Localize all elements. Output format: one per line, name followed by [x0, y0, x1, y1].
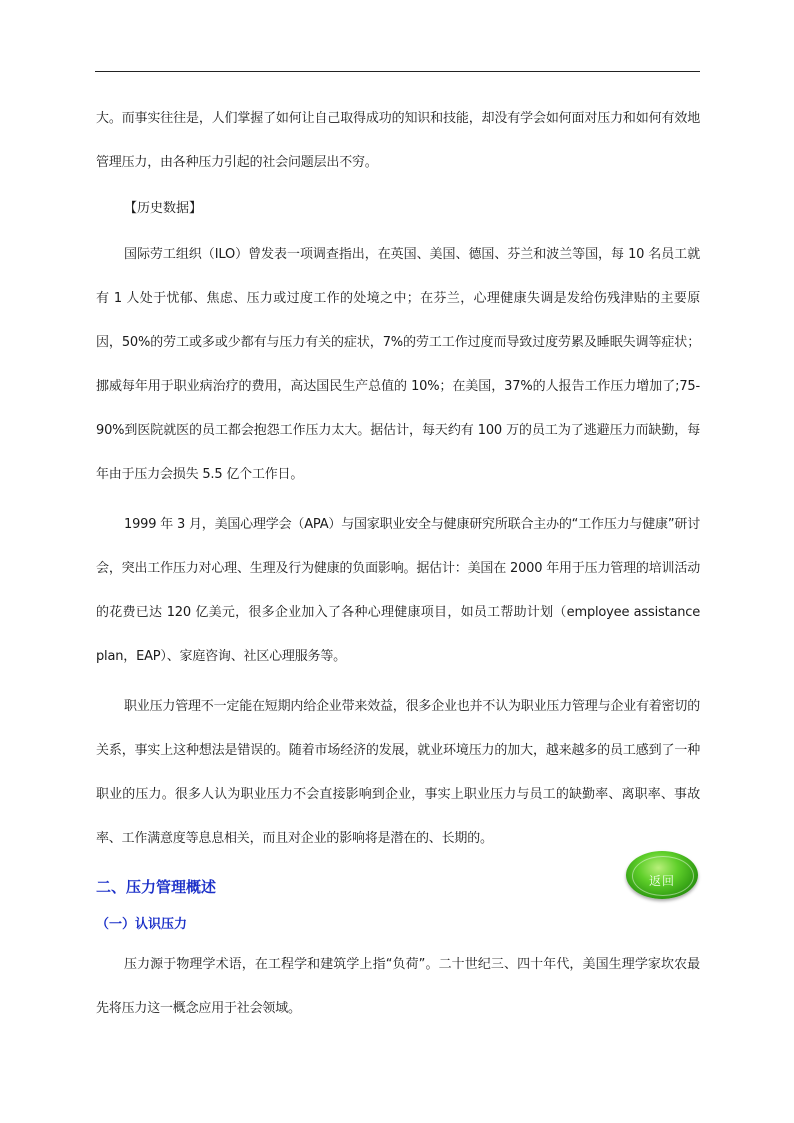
history-data-label: 【历史数据】 — [124, 201, 203, 216]
document-body — [96, 97, 700, 1031]
header-rule — [95, 71, 700, 72]
return-button[interactable] — [626, 851, 698, 899]
subsection-heading: （一）认识压力 — [96, 917, 188, 932]
section-heading: 二、压力管理概述 — [96, 878, 217, 896]
return-button-label: 返回 — [648, 873, 675, 888]
paragraph-apa-conference: 1999 年 3 月，美国心理学会（APA）与国家职业安全与健康研究所联合主办的“工作压力与健康”研讨会，突出工作压力对心理、生理及行为健康的负面影响。据估计：美国在 2000 年用于压力管理的培训活动的花费已达 120 亿美元，很多企业加入了各种心理健康项目，如员工帮助计划（employee assistance plan，EAP）、家庭咨询、社区心理服务等。 — [96, 517, 700, 664]
paragraph-continuation: 大。而事实往往是，人们掌握了如何让自己取得成功的知识和技能，却没有学会如何面对压力和如何有效地管理压力，由各种压力引起的社会问题层出不穷。 — [96, 111, 700, 170]
paragraph-ilo-survey: 国际劳工组织（ILO）曾发表一项调查指出，在英国、美国、德国、芬兰和波兰等国，每 10 名员工就有 1 人处于忧郁、焦虑、压力或过度工作的处境之中；在芬兰，心理健康失调是发给伤残津贴的主要原因，50%的劳工或多或少都有与压力有关的症状，7%的劳工工作过度而导致过度劳累及睡眠失调等症状；挪威每年用于职业病治疗的费用，高达国民生产总值的 10%；在美国，37%的人报告工作压力增加了;75-90%到医院就医的员工都会抱怨工作压力太大。据估计，每天约有 100 万的员工为了逃避压力而缺勤，每年由于压力会损失 5.5 亿个工作日。 — [96, 247, 700, 482]
paragraph-stress-origin: 压力源于物理学术语，在工程学和建筑学上指“负荷”。二十世纪三、四十年代，美国生理学家坎农最先将压力这一概念应用于社会领域。 — [96, 957, 700, 1016]
paragraph-occupational-stress: 职业压力管理不一定能在短期内给企业带来效益，很多企业也并不认为职业压力管理与企业有着密切的关系，事实上这种想法是错误的。随着市场经济的发展，就业环境压力的加大，越来越多的员工感到了一种职业的压力。很多人认为职业压力不会直接影响到企业，事实上职业压力与员工的缺勤率、离职率、事故率、工作满意度等息息相关，而且对企业的影响将是潜在的、长期的。 — [96, 699, 701, 846]
